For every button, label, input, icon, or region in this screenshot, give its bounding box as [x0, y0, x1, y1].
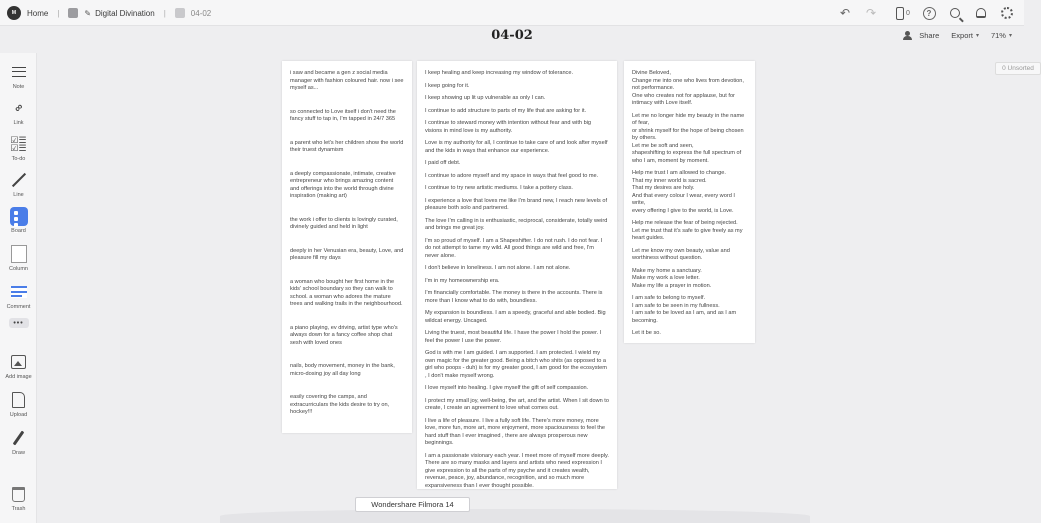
note-item[interactable]: I keep healing and keep increasing my window of tolerance.	[425, 70, 574, 76]
note-item[interactable]: The love I'm calling in is enthusiastic, reciprocal, considerate, totally weird and brings me great joy.	[425, 217, 608, 231]
more-icon: •••	[9, 318, 29, 328]
search-icon	[950, 8, 960, 18]
tool-label: Line	[13, 192, 24, 198]
note-item[interactable]: I keep going for it.	[425, 82, 470, 89]
tool-note[interactable]	[0, 63, 37, 90]
note-item[interactable]: the work i offer to clients is lovingly curated, divinely guided and held in light	[290, 216, 398, 230]
note-item[interactable]: Divine Beloved, Change me into one who lives from devotion, not performance. One who creates not for applause, but for intimacy with Love itself.	[632, 70, 744, 106]
note-item[interactable]: deeply in her Venusian era, beauty, Love, and pleasure fill my days	[290, 247, 404, 261]
share-label: Share	[919, 31, 940, 40]
tool-column[interactable]	[0, 245, 37, 272]
note-item[interactable]: I continue to add structure to parts of my life that are asking for it.	[425, 107, 587, 114]
note-item[interactable]: so connected to Love itself i don't need the fancy stuff to tap in, I'm tapped in 24/7 365	[290, 108, 396, 122]
breadcrumb-separator: |	[163, 8, 166, 18]
top-right-toolbar	[828, 4, 1016, 22]
note-item[interactable]: a piano playing, ev driving, artist type who's always down for a fancy coffee shop chat sesh with loved ones	[290, 324, 398, 346]
tool-draw[interactable]	[0, 429, 37, 456]
todo-icon: ☑☰ ☑☰	[10, 135, 27, 153]
zoom-dropdown[interactable]	[991, 31, 1012, 40]
chevron-down-icon: ▾	[1008, 33, 1012, 39]
tool-label: Board	[11, 228, 26, 234]
column-card[interactable]	[417, 61, 617, 489]
note-item[interactable]: Make my home a sanctuary. Make my work a love letter. Make my life a prayer in motion.	[632, 267, 712, 289]
board-icon	[10, 207, 28, 225]
export-button[interactable]	[951, 31, 979, 40]
title-toolbar	[891, 31, 1012, 40]
redo-button[interactable]: ↷	[865, 6, 877, 20]
tool-label: Link	[13, 120, 24, 126]
note-item[interactable]: Let it be so.	[632, 330, 661, 336]
help-button[interactable]	[920, 4, 938, 22]
note-item[interactable]: I'm in my homeownership era.	[425, 277, 500, 284]
search-button[interactable]	[946, 4, 964, 22]
note-item[interactable]: I experience a love that loves me like I'm brand new, I reach new levels of pleasure both solo and partnered.	[425, 197, 608, 211]
note-item[interactable]: I'm so proud of myself. I am a Shapeshifter. I do not rush. I do not fear. I do not attempt to tame my wild. All good things are wild and free, I'm never alone.	[425, 237, 603, 259]
tool-label: Note	[12, 84, 25, 90]
note-item[interactable]: Living the truest, most beautiful life. I have the power I hold the power. I feel the power I use the power.	[425, 330, 602, 344]
note-item[interactable]: I am a passionate visionary each year. I meet more of myself more deeply. There are so many masks and layers and artists who need expression I give expression to all the parts of my psyche and it creates wealth, revenue, peace, joy, abundance, recognition, and so much more expansiveness than I ever thought possible.	[425, 452, 609, 489]
bell-icon	[976, 8, 986, 18]
line-icon	[10, 171, 28, 189]
tool-more[interactable]	[0, 318, 37, 328]
tool-label: Add image	[5, 374, 32, 380]
left-toolbar	[0, 53, 37, 523]
zoom-level: 71%	[990, 31, 1006, 40]
tool-trash[interactable]	[0, 485, 37, 512]
link-icon: ∞	[11, 100, 26, 116]
home-logo-icon[interactable]: M	[7, 6, 21, 20]
tool-link[interactable]	[0, 99, 37, 126]
breadcrumb-current[interactable]	[175, 8, 211, 18]
note-item[interactable]: Let me know my own beauty, value and worthiness without question.	[632, 247, 730, 261]
note-item[interactable]: Help me trust I am allowed to change. That my inner world is sacred. That my desires are holy. And that every colour I wear, every word I write, every offering I give to the world, is Love.	[632, 170, 735, 214]
notifications-button[interactable]	[972, 4, 990, 22]
settings-button[interactable]	[998, 4, 1016, 22]
tool-label: Trash	[11, 506, 26, 512]
note-item[interactable]: a parent who let's her children show the world their truest dynamism	[290, 139, 404, 153]
note-item[interactable]: I don't believe in loneliness. I am not alone. I am not alone.	[425, 265, 571, 271]
note-item[interactable]: My expansion is boundless. I am a speedy, graceful and able bodied. Big wildcat energy. Uncaged.	[425, 310, 606, 324]
note-item[interactable]: i saw and became a gen z social media manager with fashion coloured hair. now i see myself as...	[290, 70, 404, 91]
tool-label: Draw	[12, 450, 25, 456]
note-item[interactable]: a woman who bought her first home in the kids' school boundary so they can walk to school. a woman who adores the mature trees and walking trails in the neighbourhood.	[290, 278, 403, 307]
note-item[interactable]: I love myself into healing. I give myself the gift of self compassion.	[425, 385, 589, 391]
user-icon	[903, 31, 915, 40]
note-item[interactable]: I paid off debt.	[425, 160, 461, 166]
breadcrumb-board[interactable]	[68, 8, 154, 18]
phone-icon	[896, 7, 904, 20]
note-item[interactable]: I'm financially comfortable. The money is there in the accounts. There is more than I know what to do with, boundless.	[425, 290, 603, 304]
note-item[interactable]: I continue to steward money with intention without fear and with big visions in mind love is my authority.	[425, 120, 592, 134]
tool-comment[interactable]	[0, 283, 37, 310]
board-icon	[175, 8, 185, 18]
trash-icon	[10, 485, 28, 503]
column-card[interactable]	[282, 61, 412, 433]
breadcrumb	[7, 5, 211, 21]
upload-icon	[10, 391, 28, 409]
note-item[interactable]: I protect my small joy, well-being, the art, and the artist. When I sit down to create, I create an agreement to love what comes out.	[425, 397, 609, 411]
export-label: Export	[951, 31, 973, 40]
undo-button[interactable]: ↶	[839, 6, 851, 20]
note-item[interactable]: I continue to try new artistic mediums. I take a pottery class.	[425, 185, 573, 191]
note-item[interactable]: God is with me I am guided. I am supported. I am protected. I wield my own magic for the greater good. Being a bitch who shits (as opposed to a girl who poops - duh) is for my greater good, I am good for the ecosystem , I don't make myself wrong.	[425, 350, 607, 379]
tool-label: To-do	[11, 156, 26, 162]
pencil-icon: ✎	[84, 8, 92, 18]
tool-add-image[interactable]	[0, 353, 37, 380]
image-icon	[10, 353, 28, 371]
chevron-down-icon: ▾	[975, 33, 979, 39]
note-item[interactable]: I keep showing up lit up vulnerable as only I can.	[425, 95, 546, 101]
column-card[interactable]	[624, 61, 755, 343]
tool-upload[interactable]	[0, 391, 37, 418]
help-icon: ?	[923, 7, 936, 20]
breadcrumb-separator: |	[57, 8, 60, 18]
tool-label: Comment	[6, 304, 31, 310]
device-count: 0	[906, 9, 910, 17]
note-item[interactable]: nails, body movement, money in the bank, micro-dosing joy all day long	[290, 363, 395, 377]
device-button[interactable]	[894, 4, 912, 22]
note-item[interactable]: easily covering the camps, and extracurriculars the kids desire to try on, hockey!!!	[290, 394, 390, 415]
note-item[interactable]: Help me release the fear of being rejected. Let me trust that it's safe to give freely as my heart guides.	[632, 220, 743, 241]
note-item[interactable]: I live a life of pleasure. I live a fully soft life. There's more money, more love, more fun, more art, more enjoyment, more spaciousness to feel the hard stuff than I ever imagined , there are always prosperous new beginnings.	[425, 417, 606, 446]
note-item[interactable]: Love is my authority for all, I continue to take care of and look after myself and the kids in ways that enhance our experience.	[425, 140, 608, 154]
top-bar	[0, 0, 1024, 26]
breadcrumb-board-label: Digital Divination	[95, 8, 155, 18]
breadcrumb-home[interactable]: Home	[27, 8, 49, 18]
note-icon	[10, 63, 28, 81]
board-icon	[68, 8, 78, 18]
tool-board[interactable]	[0, 207, 37, 234]
taskbar-tooltip: Wondershare Filmora 14	[355, 497, 470, 512]
column-icon	[10, 245, 28, 263]
unsorted-button[interactable]: 0 Unsorted	[995, 62, 1041, 75]
tool-label: Upload	[9, 412, 28, 418]
tool-label: Column	[9, 266, 28, 272]
note-item[interactable]: I am safe to belong to myself. I am safe to be seen in my fullness. I am safe to be loved as I am, and as I am becoming.	[632, 295, 737, 324]
share-button[interactable]	[903, 31, 939, 40]
note-item[interactable]: Let me no longer hide my beauty in the name of fear, or shrink myself for the hope of being chosen by others. Let me be soft and seen, shapeshifting to express the full spectrum of who I am, moment by moment.	[632, 112, 745, 164]
note-item[interactable]: I continue to adore myself and my space in ways that feel good to me.	[425, 172, 599, 179]
tool-line[interactable]	[0, 171, 37, 198]
draw-icon	[10, 429, 28, 447]
taskbar-shade	[220, 509, 810, 523]
comment-icon	[10, 283, 28, 301]
gear-icon	[1001, 7, 1013, 19]
breadcrumb-current-label: 04-02	[190, 8, 212, 18]
page-title[interactable]: 04-02	[491, 28, 533, 43]
tool-todo[interactable]	[0, 135, 37, 162]
note-item[interactable]: a deeply compassionate, intimate, creative entrepreneur who brings amazing content and offerings into the world through divine inspiration (making art)	[290, 170, 396, 199]
